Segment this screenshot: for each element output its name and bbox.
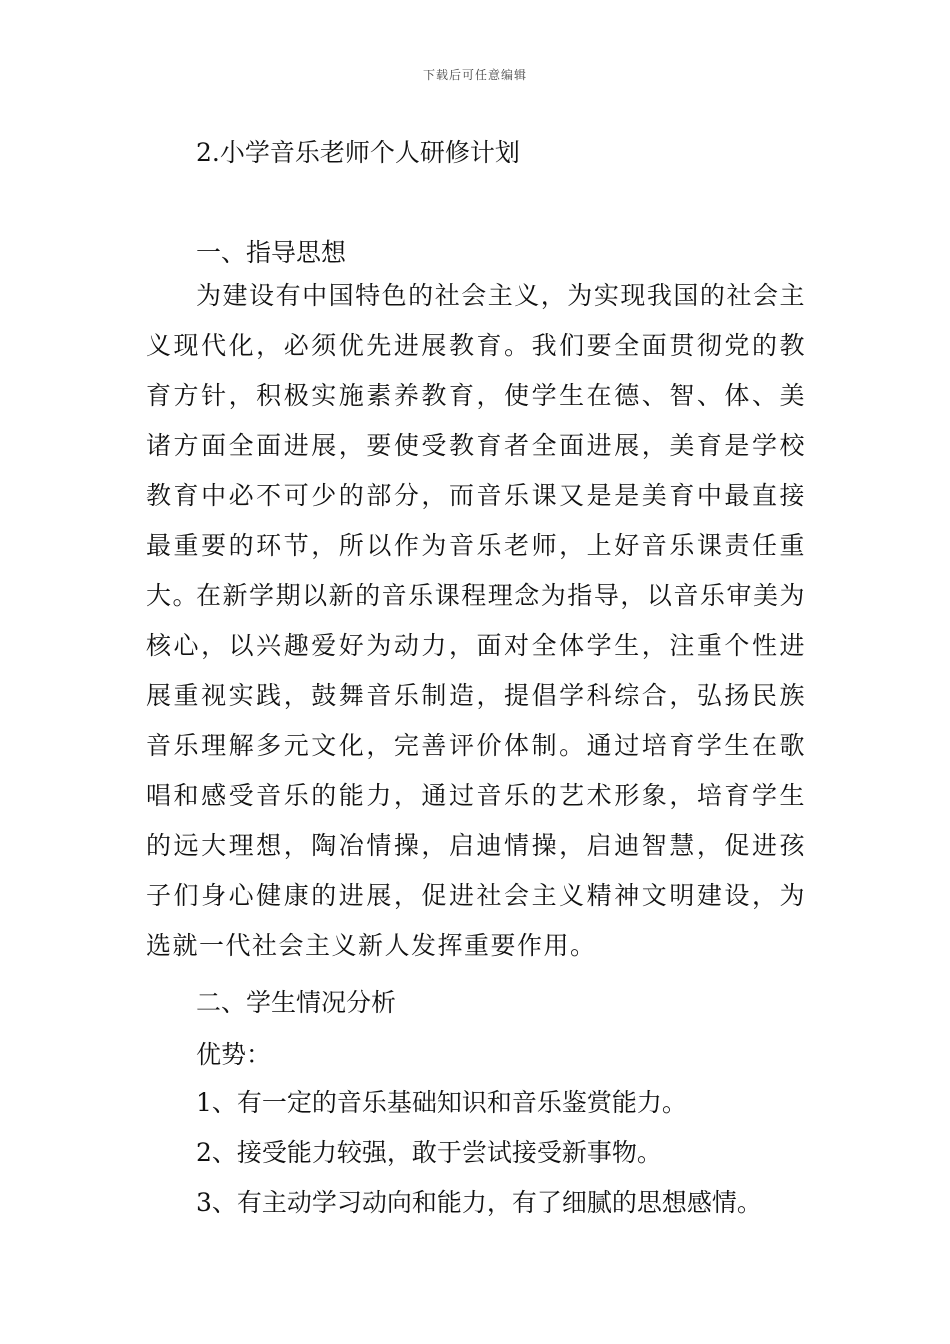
advantages-label: 优势： — [196, 1040, 272, 1069]
paragraph-guiding-thought-1: 为建设有中国特色的社会主义，为实现我国的社会主义现代化，必须优先进展教育。我们要全面贯彻党的教育方针，积极实施素养教育，使学生在德、智、体、美诸方面全面进展，要使受教育者全面进展，美育是学校教育中必不可少的部分，而音乐课又是是美育中最直接最重要的环节，所以作为音乐老师，上好音乐课责任重大。 — [146, 281, 806, 610]
section-heading-student-analysis: 二、学生情况分析 — [196, 988, 397, 1017]
list-item: 2、接受能力较强，敢于尝试接受新事物。 — [196, 1138, 662, 1167]
section-heading-guiding-thought: 一、指导思想 — [196, 238, 347, 267]
list-item: 1、有一定的音乐基础知识和音乐鉴赏能力。 — [196, 1088, 687, 1117]
list-item: 3、有主动学习动向和能力，有了细腻的思想感情。 — [196, 1188, 762, 1217]
header-note: 下载后可任意编辑 — [422, 68, 527, 82]
paragraph-guiding-thought-2: 在新学期以新的音乐课程理念为指导，以音乐审美为核心，以兴趣爱好为动力，面对全体学生，注重个性进展重视实践，鼓舞音乐制造，提倡学科综合，弘扬民族音乐理解多元文化，完善评价体制。通过培育学生在歌唱和感受音乐的能力，通过音乐的艺术形象，培育学生的远大理想，陶冶情操，启迪情操，启迪智慧，促进孩子们身心健康的进展，促进社会主义精神文明建设，为选就一代社会主义新人发挥重要作用。 — [146, 581, 806, 960]
document-title: 2.小学音乐老师个人研修计划 — [196, 138, 520, 167]
